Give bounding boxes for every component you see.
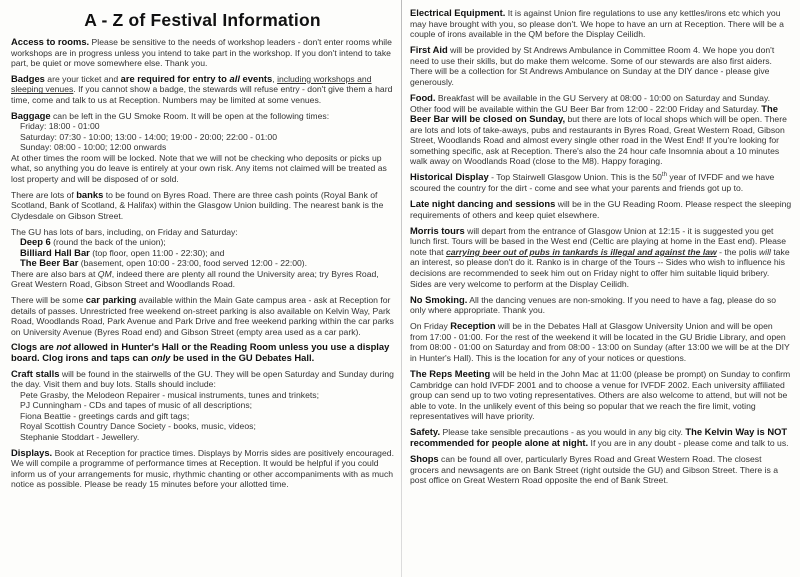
- list-item: Fiona Beattie - greetings cards and gift tags;: [20, 410, 190, 421]
- section-reps: The Reps Meeting will be held in the John Mac at 11:00 (please be prompt) on Sunday to confirm Cambridge can hold IVFDF 2001 and to choose a venue for IVFDF 2002. Each university affiliated group can send up to two voting representatives. Others are also welcome to attend, but will not be able to vote. In the unlikely event of this being so popular that we reach the fire limit, voting representatives will have priority.: [410, 368, 791, 422]
- baggage-friday: Friday: 18:00 - 01:00: [20, 121, 100, 132]
- bar-deep6: Deep 6 (round the back of the union);: [20, 236, 166, 248]
- bar-billiard: Billiard Hall Bar (top floor, open 11:00 - 22:30); and: [20, 246, 225, 258]
- section-shops: Shops can be found all over, particularly Byres Road and Great Western Road. The closest grocers and newsagents are on Bank Street (right outside the GU) and Gibson Street. There is a post office on Great Western Road opposite the end of Bank Street.: [410, 453, 779, 486]
- baggage-saturday: Saturday: 07:30 - 10:00; 13:00 - 14:00; 19:00 - 20:00; 22:00 - 01:00: [20, 131, 278, 142]
- section-clogs: Clogs are not allowed in Hunter's Hall or the Reading Room unless you use a display board. Clog irons and taps can only be used in the GU Debates Hall.: [11, 341, 390, 363]
- section-reception: On Friday Reception will be in the Debates Hall at Glasgow University Union and will be open from 17:00 - 01:00. For the rest of the weekend it will be located in the GU Bridie Library, and open from 08:00 - 01:00 on Saturday and from 08:00 - 13:00 on Sunday (after 13:00 we will be at the DIY in Hunter's Hall). This is the location for any of your notices or questions.: [410, 320, 790, 364]
- section-badges: Badges are your ticket and are required for entry to all events, including workshops and sleeping venues. If you cannot show a badge, the stewards will refuse entry - don't give them a hard time, come and talk to us at Reception. Numbers may be limited at some venues.: [11, 72, 393, 105]
- section-displays: Displays. Book at Reception for practice times. Displays by Morris sides are positively encouraged. We will compile a programme of performance times at Reception. It would be helpful if you could inform us of your arrangements for music, rhythmic chanting or other accompaniments with as much notice as possible. Please be ready 15 minutes before your allotted time.: [11, 446, 394, 490]
- section-safety: Safety. Please take sensible precautions - as you would in any big city. The Kelvin Way is NOT recommended for people alone at night. If you are in any doubt - please come and talk to us.: [410, 426, 789, 449]
- section-smoking: No Smoking. All the dancing venues are non-smoking. If you need to have a fag, please do so only where appropriate. Thank you.: [410, 293, 777, 316]
- baggage-sunday: Sunday: 08:00 - 10:00; 12:00 onwards: [20, 142, 167, 153]
- list-item: Stephanie Stoddart - Jewellery.: [20, 431, 140, 442]
- section-craft: Craft stalls will be found in the stairwells of the GU. They will be open Saturday and Sunday during the day. Visit them and buy lots. Stalls should include: Pete Grasby, the Melodeon Repairer - musical instruments, tunes and trinkets; PJ Cunningham - CDs and tapes of music of all descriptions; Fiona Beattie - greetings cards and gift tags; Royal Scottish Country Dance Society - books, music, videos; Stephanie Stoddart - Jewellery.: [11, 367, 394, 442]
- section-electrical: Electrical Equipment. It is against Union fire regulations to use any kettles/irons etc which you may have brought with you, so please don't. We hope to have an urn at Reception. There will be a couple of irons available in the QM before the Display Ceilidh.: [410, 7, 784, 40]
- section-morris: Morris tours will depart from the entrance of Glasgow Union at 12:15 - it is suggested you get lunch first. Tours will be based in the West end (Celtic are playing at home in the East end). Please note that carrying beer out of pubs in tankards is illegal and against the law - the polis will take an interest, so please don't do it. Ranko is in charge of the Tours -- Sides who wish to influence his decisions are recommended to seek him out on Friday night to offer him suitable liquid bribery. Sides are very welcome to perform at the Display Ceilidh.: [410, 224, 790, 289]
- right-column: [402, 0, 800, 577]
- section-baggage: Baggage can be left in the GU Smoke Room. It will be open at the following times: Friday: 18:00 - 01:00 Saturday: 07:30 - 10:00; 13:00 - 14:00; 19:00 - 20:00; 22:00 - 01:00 Sunday: 08:00 - 10:00; 12:00 onwards At other times the room will be locked. Note that we will not be checking who deposits or picks up what, so anything you do leave is entirely at your own risk. Any items not claimed will be treated as lost property and will be disposed of or sold.: [11, 111, 394, 185]
- section-banks: There are lots of banks to be found on Byres Road. There are three cash points (Royal Bank of Scotland, Bank of Scotland, & Halifax) within the Glasgow Union building. The nearest bank is the Clydesdale on Gibson Street.: [11, 188, 384, 221]
- section-late-night: Late night dancing and sessions will be in the GU Reading Room. Please respect the sleeping requirements of others and keep quiet elsewhere.: [410, 198, 792, 220]
- section-first-aid: First Aid will be provided by St Andrews Ambulance in Committee Room 4. We hope you don't need to use their skills, but do make them welcome. Some of our stewards are also first aiders. There will be a collection for St Andrews Ambulance on Sunday at the DIY dance - please give generously.: [410, 44, 775, 87]
- section-access: Access to rooms. Please be sensitive to the needs of workshop leaders - don't enter rooms while workshops are in progress unless you intend to take part in the workshop. If you don't intend to take part, be quiet or move somewhere else. Thank you.: [11, 36, 392, 69]
- list-item: Pete Grasby, the Melodeon Repairer - musical instruments, tunes and trinkets;: [20, 389, 319, 400]
- list-item: Royal Scottish Country Dance Society - books, music, videos;: [20, 421, 256, 432]
- bar-beer: The Beer Bar (basement, open 10:00 - 23:00, food served 12:00 - 22:00).: [20, 257, 308, 269]
- section-heading: Access to rooms.: [11, 36, 90, 47]
- list-item: PJ Cunningham - CDs and tapes of music of all descriptions;: [20, 400, 253, 411]
- section-food: Food. Breakfast will be available in the GU Servery at 08:00 - 10:00 on Saturday and Sunday. Other food will be available within the GU Beer Bar from 12:00 - 22:00 Friday and Saturday. The Beer Bar will be closed on Sunday, but there are lots of local shops which will be open. There are lots and lots of take-aways, pubs and restaurants in Byres Road, Great Western Road, Gibson Street, Woodlands Road and almost every single other road in the West End! If you're looking for something specific, ask at Reception. There's also the 24 hour cafe Insomnia about a 10 minutes walk away on Woodlands Road (close to the M8). Happy foraging.: [410, 92, 787, 167]
- section-historical: Historical Display - Top Stairwell Glasgow Union. This is the 50th year of IVFDF and we have scoured the country for the dirt - come and see what your parents and friends got up to.: [410, 171, 775, 193]
- section-bars: The GU has lots of bars, including, on Friday and Saturday: Deep 6 (round the back of the union); Billiard Hall Bar (top floor, open 11:00 - 22:30); and The Beer Bar (basement, open 10:00 - 23:00, food served 12:00 - 22:00). There are also bars at QM, indeed there are plenty all round the University area; try Byres Road, Great Western Road, Gibson Street and Woodlands Road.: [11, 227, 394, 290]
- page-title: A - Z of Festival Information: [84, 10, 321, 30]
- section-parking: There will be some car parking available within the Main Gate campus area - ask at Reception for details of passes. Unrestricted free weekend on-street parking is also available on Kelvin Way, Park Road, Woodlands Road, Park Avenue and Park Drive and free weekend parking within the car parks on University Avenue (Byres Road end) and Gibson Street (empty area used as a car park).: [11, 293, 394, 337]
